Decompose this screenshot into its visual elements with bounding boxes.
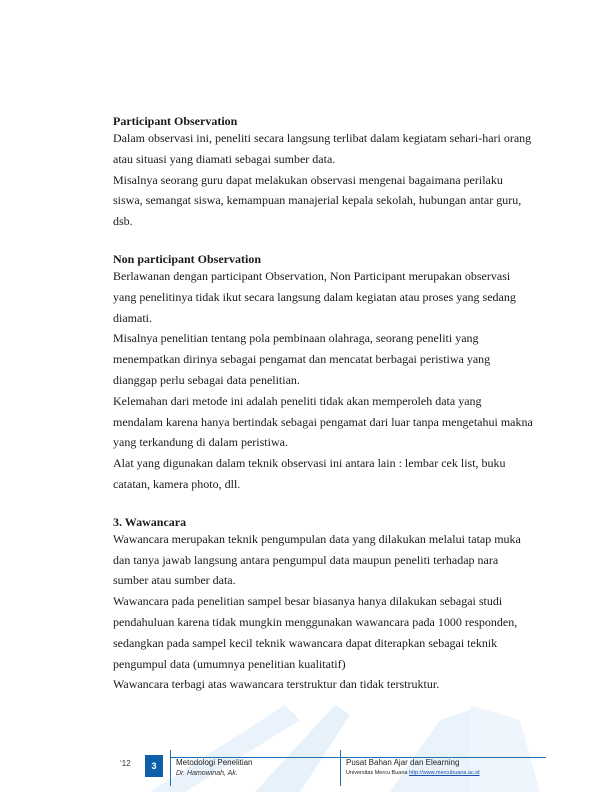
section-non-participant-observation: [113, 252, 533, 495]
paragraph: Berlawanan dengan participant Observation, Non Participant merupakan observasi yang penelitinya tidak ikut secara langsung dalam kegiatan atau proses yang sedang diamati.: [113, 268, 516, 325]
paragraph: Kelemahan dari metode ini adalah peneliti tidak akan memperoleh data yang mendalam karena hanya bertindak sebagai pengamat dari luar tanpa mengetahui makna yang terkandung di dalam peristiwa.: [113, 393, 533, 450]
section-wawancara: [113, 515, 533, 695]
chapter-number-badge: 3: [145, 755, 163, 777]
unit-name: Pusat Bahan Ajar dan Elearning: [346, 758, 460, 767]
university-link[interactable]: http://www.mercubuana.ac.id: [408, 770, 480, 776]
paragraph: Dalam observasi ini, peneliti secara langsung terlibat dalam kegiatam sehari-hari orang atau situasi yang diamati sebagai sumber data.: [113, 131, 532, 166]
paragraph: Wawancara pada penelitian sampel besar biasanya hanya dilakukan sebagai studi pendahuluan karena tidak mungkin menggunakan wawancara pada 1000 responden, sedangkan pada sampel kecil teknik wawancara dapat diterapkan sebagai teknik pengumpul data (umumnya penelitian kualitatif): [113, 594, 518, 671]
section-heading: Participant Observation: [113, 114, 238, 128]
section-heading: 3. Wawancara: [113, 514, 187, 529]
paragraph: Wawancara merupakan teknik pengumpulan data yang dilakukan melalui tatap muka dan tanya jawab langsung antara pengumpul data maupun peneliti terhadap nara sumber atau sumber data.: [113, 531, 521, 588]
paragraph: Misalnya penelitian tentang pola pembinaan olahraga, seorang peneliti yang menempatkan dirinya sebagai pengamat dan mencatat berbagai peristiwa yang dianggap perlu sebagai data penelitian.: [113, 331, 491, 387]
course-title: Metodologi Penelitian: [176, 758, 253, 767]
paragraph: Misalnya seorang guru dapat melakukan observasi mengenai bagaimana perilaku siswa, semangat siswa, kemampuan manajerial kepala sekolah, hubungan antar guru, dsb.: [113, 172, 522, 229]
section-participant-observation: [113, 114, 533, 232]
author-name: Dr. Hamowinah, Ak.: [176, 770, 238, 777]
paragraph: Wawancara terbagi atas wawancara terstruktur dan tidak terstruktur.: [113, 677, 440, 692]
page-number: ‘12: [120, 759, 131, 768]
document-body: [113, 114, 533, 715]
section-heading: Non participant Observation: [113, 251, 262, 266]
university-name: Universitas Mercu Buana: [346, 770, 408, 776]
paragraph: Alat yang digunakan dalam teknik observasi ini antara lain : lembar cek list, buku catatan, kamera photo, dll.: [113, 456, 506, 491]
